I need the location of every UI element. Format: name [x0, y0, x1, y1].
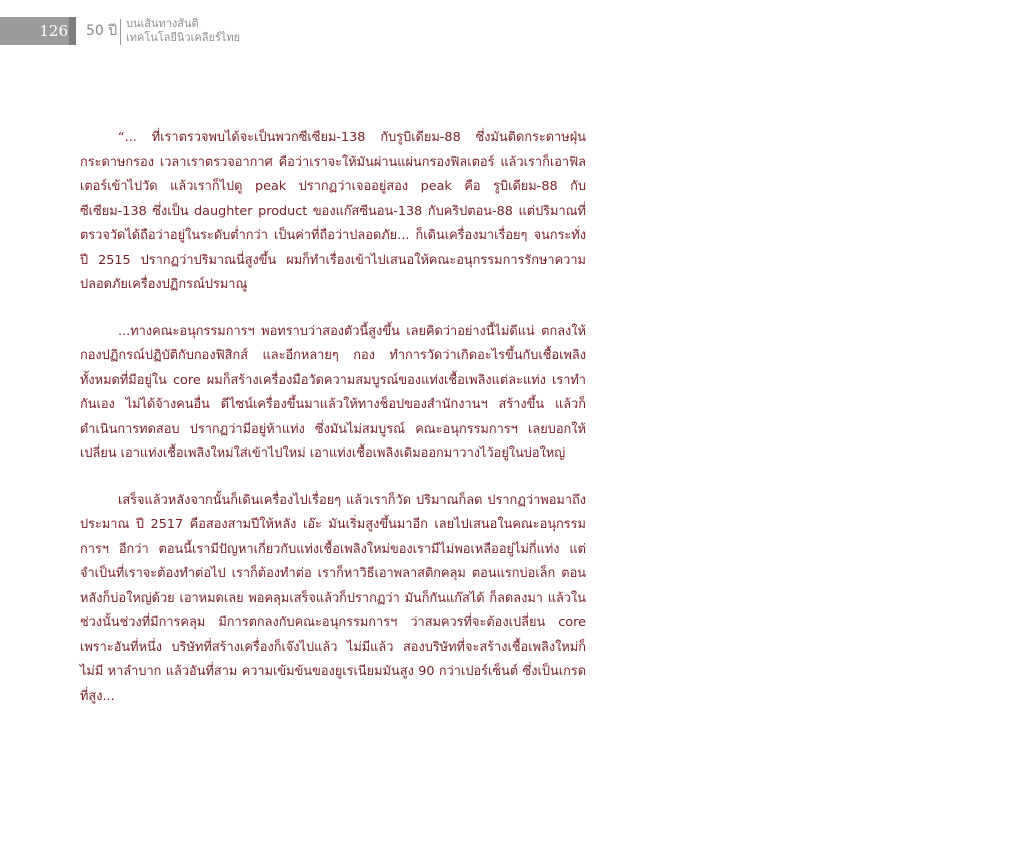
- body-text: [80, 126, 586, 731]
- page-tab-accent: [69, 17, 76, 45]
- header-divider: [120, 19, 121, 45]
- series-title-line-2: เทคโนโลยีนิวเคลียร์ไทย: [126, 31, 241, 44]
- paragraph-3: เสร็จแล้วหลังจากนั้นก็เดินเครื่องไปเรื่อยๆ แล้วเราก็วัด ปริมาณก็ลด ปรากฏว่าพอมาถึงประมาณ ปี 2517 คือสองสามปีให้หลัง เอ๊ะ มันเริ่มสูงขึ้นมาอีก เลยไปเสนอในคณะอนุกรรมการฯ อีกว่า ตอนนี้เรามีปัญหาเกี่ยวกับแท่งเชื้อเพลิงใหม่ของเรามีไม่พอเหลืออยู่ไม่กี่แท่ง แต่จำเป็นที่เราจะต้องทำต่อไป เราก็ต้องทำต่อ เราก็หาวิธีเอาพลาสติกคลุม ตอนแรกบ่อเล็ก ตอนหลังก็บ่อใหญ่ด้วย เอาหมดเลย พอคลุมเสร็จแล้วก็ปรากฏว่า มันก็กันแก๊สได้ ก็ลดลงมา แล้วในช่วงนั้นช่วงที่มีการคลุม มีการตกลงกับคณะอนุกรรมการฯ ว่าสมควรที่จะต้องเปลี่ยน core เพราะอันที่หนึ่ง บริษัทที่สร้างเครื่องก็เจ๊งไปแล้ว ไม่มีแล้ว สองบริษัทที่จะสร้างเชื้อเพลิงใหม่ก็ไม่มี หาลำบาก แล้วอันที่สาม ความเข้มข้นของยูเรเนียมมันสูง 90 กว่าเปอร์เซ็นต์ ซึ่งเป็นเกรดที่สูง...: [80, 492, 586, 704]
- anniversary-label: 50 ปี: [86, 23, 118, 39]
- paragraph-2: ...ทางคณะอนุกรรมการฯ พอทราบว่าสองตัวนี้สูงขึ้น เลยคิดว่าอย่างนี้ไม่ดีแน่ ตกลงให้กองปฏิกรณ์ปฏิบัติกับกองฟิสิกส์ และอีกหลายๆ กอง ทำการวัดว่าเกิดอะไรขึ้นกับเชื้อเพลิงทั้งหมดที่มีอยู่ใน core ผมก็สร้างเครื่องมือวัดความสมบูรณ์ของแท่งเชื้อเพลิงแต่ละแท่ง เราทำกันเอง ไม่ได้จ้างคนอื่น ดีไซน์เครื่องขึ้นมาแล้วให้ทางช็อปของสำนักงานฯ สร้างขึ้น แล้วก็ดำเนินการทดสอบ ปรากฏว่ามีอยู่ห้าแท่ง ซึ่งมันไม่สมบูรณ์ คณะอนุกรรมการฯ เลยบอกให้เปลี่ยน เอาแท่งเชื้อเพลิงใหม่ใส่เข้าไปใหม่ เอาแท่งเชื้อเพลิงเดิมออกมาวางไว้อยู่ในบ่อใหญ่: [80, 323, 586, 461]
- book-series-title: [126, 17, 240, 45]
- paragraph-1: “... ที่เราตรวจพบได้จะเป็นพวกซีเซียม-138 กับรูบิเดียม-88 ซึ่งมันติดกระดาษฝุ่นกระดาษกรอง เวลาเราตรวจอากาศ คือว่าเราจะให้มันผ่านแผ่นกรองฟิลเตอร์ แล้วเราก็เอาฟิลเตอร์เข้าไปวัด แล้วเราก็ไปดู peak ปรากฏว่าเจออยู่สอง peak คือ รูบิเดียม-88 กับซีเซียม-138 ซึ่งเป็น daughter product ของแก๊สซีนอน-138 กับคริปตอน-88 แต่ปริมาณที่ตรวจวัดได้ถือว่าอยู่ในระดับต่ำกว่า เป็นค่าที่ถือว่าปลอดภัย... ก็เดินเครื่องมาเรื่อยๆ จนกระทั่งปี 2515 ปรากฏว่าปริมาณนี่สูงขึ้น ผมก็ทำเรื่องเข้าไปเสนอให้คณะอนุกรรมการรักษาความปลอดภัยเครื่องปฏิกรณ์ปรมาณู: [80, 130, 586, 292]
- series-title-line-1: บนเส้นทางสันติ: [126, 17, 199, 30]
- page-number: 126: [0, 17, 76, 45]
- page-header: [0, 17, 260, 45]
